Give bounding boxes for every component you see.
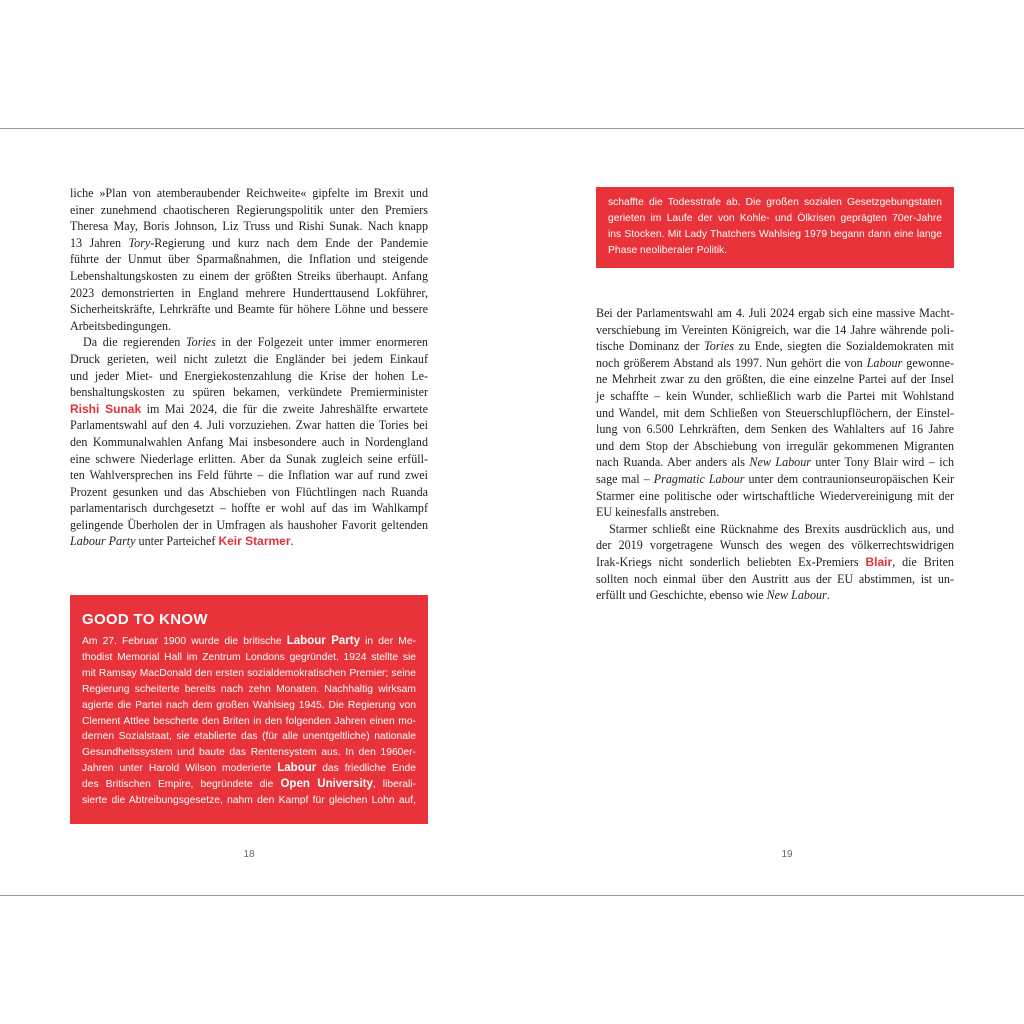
text-line: verschiebung im Vereinten Königreich, war die 14 Jahre währende poli- [596,322,954,337]
text-line [70,334,428,351]
page-number-right: 19 [781,849,793,860]
box-line: thodist Memorial Hall im Zentrum Londons gegründet. 1924 stellte sie [82,651,416,663]
text-run: zu Ende, siegten die Sozialdemokraten mit [733,339,954,354]
italic-run: New Labour [749,455,811,470]
page-number-left: 18 [243,849,255,860]
highlight-keir-starmer: Keir Starmer [218,534,291,549]
text-line: liche »Plan von atemberaubender Reichweite« gipfelte im Brexit und [70,186,428,200]
text-line: und jeder Miet- und Energiekostenzahlung die Krise der hohen Le- [70,368,428,383]
text-run: unter Parteichef [135,534,219,549]
text-run: im Mai 2024, die für die zweite Jahreshälfte erwartete [141,401,428,416]
highlight-blair: Blair [865,554,893,569]
text-line: und dem Stop der Abschiebung von irregulär gekommenen Migranten [596,438,954,453]
italic-run: Tories [186,335,216,350]
right-page [512,129,1024,895]
italic-run: Labour [866,355,903,370]
box-line: gerieten im Laufe der von Kohle- und Ölkrisen geprägten 70er-Jahre [608,212,942,224]
text-run: in der Folgezeit unter immer enormeren [215,335,428,350]
text-line: Lebenshaltungskosten zu einem der größten Streiks überhaupt. Anfang [70,268,428,283]
box-line [82,777,416,793]
text-run: tische Dominanz der [596,339,705,354]
text-line: den Kommunalwahlen Anfang Mai insbesondere auch in Nordengland [70,434,428,449]
box-line: mit Ramsay MacDonald den ersten sozialdemokratischen Premier; seine [82,667,416,679]
box-line: Phase neoliberaler Politik. [608,244,728,256]
text-run: Jahren unter Harold Wilson moderierte [82,763,278,775]
text-line: 2023 demonstrierten in England mehrere Hunderttausend Lokführer, [70,285,428,300]
text-line-tory [70,235,428,252]
text-run: gewonne- [902,355,954,370]
text-line [596,355,954,372]
text-line: und Wandel, mit dem Schließen von Steuerschlupflöchern, der Einstel- [596,405,954,420]
text-line: Theresa May, Boris Johnson, Liz Truss und Rishi Sunak. Nach knapp [70,219,428,234]
text-line: Druck gerieten, weil nicht zuletzt die Engländer bei jedem Einkauf [70,351,428,366]
continued-box [596,187,954,268]
italic-run: Tory [128,235,151,250]
text-line: lung von 6.500 Lehrkräften, dem Senken des Wahlalters auf 16 Jahre [596,422,954,437]
box-line: schaffte die Todesstrafe ab. Die großen sozialen Gesetzgebungstaten [608,197,942,208]
bold-run: Labour [277,762,317,775]
text-run: Irak-Kriegs nicht sonderlich beliebten Ex-Premiers [596,554,866,569]
bold-run: Open University [280,778,373,791]
text-line: Arbeitsbedingungen. [70,318,172,333]
text-run: Da die regierenden [83,335,187,350]
italic-run: Pragmatic Labour [653,471,745,486]
text-run: -Regierung und kurz nach dem Ende der Pandemie [150,235,428,250]
text-line: Starmer eine politische oder wirtschaftliche Wiedervereinigung mit der [596,488,954,503]
italic-run: Labour Party [70,534,136,549]
text-line [596,471,954,488]
text-run: des Britischen Empire, begründete die [82,779,281,791]
text-line: ne Mehrheit zwar zu den größten, die eine einzelne Partei auf der Insel [596,372,954,387]
text-line: gelingende Überholen der in Umfragen als haushoher Favorit geltenden [70,517,428,532]
text-line: ten Wahlversprechen ins Feld führte – die Inflation war auf rund zwei [70,468,428,483]
text-line: einer zunehmend chaotischeren Regierungspolitik unter den Premiers [70,202,428,217]
paragraph-2 [70,334,428,550]
text-run: , die Briten [892,554,954,569]
text-run: in der Me- [359,636,416,647]
text-run: unter dem contraunionseuropäischen Keir [744,471,954,486]
paragraph-2 [596,521,954,604]
box-line [82,761,416,777]
box-line: Regierung scheiterte bereits nach zehn Monaten. Nachhaltig wirksam [82,683,416,695]
text-run: Am 27. Februar 1900 wurde die britische [82,636,287,647]
box-line: agierte die Partei nach dem großen Wahlsieg 1945. Die Regierung von [82,699,416,711]
text-line [596,454,954,471]
box-line: Gesundheitssystem und baute das Rentensystem aus. In den 1960er- [82,747,416,759]
box-line: ins Stocken. Mit Lady Thatchers Wahlsieg 1979 begann dann eine lange [608,228,942,240]
text-line [70,401,428,418]
left-body-text [70,185,428,550]
good-to-know-text [82,634,416,809]
text-line: sollten noch einmal über den Austritt aus der EU abstimmen, ist un- [596,571,954,586]
box-line [82,634,416,650]
text-run: nach Ruanda. Aber anders als [596,455,750,470]
continued-box-text [608,195,942,259]
text-run: . [826,588,830,603]
box-line: sierte die Abtreibungsgesetze, nahm den Kampf für gleichen Lohn auf, [82,795,416,807]
good-to-know-box [70,595,428,824]
italic-run: Tories [704,339,734,354]
text-run: sage mal – [596,471,654,486]
text-line: parlamentarisch durchgesetzt – hoffte er wohl auf das im Wahlkampf [70,501,428,516]
text-line: führte der Unmut über Sparmaßnahmen, die Inflation und steigende [70,252,428,267]
text-line [70,533,428,550]
text-line: benshaltungskosten zu spüren bekamen, verkündete Premierminister [70,385,428,400]
highlight-rishi-sunak: Rishi Sunak [70,401,142,416]
text-line: Prozent gesunken und das Abschieben von Flüchtlingen nach Ruanda [70,484,428,499]
text-line: Parlamentswahl auf den 4. Juli vorzuziehen. Zwar hatten die Tories bei [70,418,428,433]
good-to-know-title: GOOD TO KNOW [82,611,208,628]
text-line: Bei der Parlamentswahl am 4. Juli 2024 ergab sich eine massive Macht- [596,306,954,320]
text-line [596,587,954,604]
text-run: , liberali- [372,779,416,791]
text-line [596,338,954,355]
text-run: noch größerem Abstand als 1997. Nun gehört die von [596,355,867,370]
text-run: . [290,534,294,549]
book-spread [0,128,1024,896]
text-run: das friedliche Ende [316,763,416,775]
left-page [0,129,512,895]
box-line: dernen Sozialstaat, sie etablierte das (für alle unentgeltliche) nationale [82,731,416,743]
italic-run: New Labour [766,588,827,603]
text-line: der 2019 vorgetragene Wunsch des wegen des völkerrechtswidrigen [596,538,954,553]
right-body-text [596,305,954,604]
paragraph-1 [596,305,954,521]
text-run: unter Tony Blair wird – ich [810,455,954,470]
text-line: je schaffte – kein Wunder, schließlich warb die Partei mit Wohlstand [596,388,954,403]
text-run: erfüllt und Geschichte, ebenso wie [596,588,767,603]
text-line: EU keinesfalls anstreben. [596,505,720,520]
bold-run: Labour Party [286,635,360,647]
text-line: Sicherheitskräfte, Lehrkräfte und Beamte für höhere Löhne und bessere [70,302,428,317]
text-line: Starmer schließt eine Rücknahme des Brexits ausdrücklich aus, und [609,521,954,536]
text-line: eine schwere Niederlage erlitten. Aber da Sunak zugleich seine erfüll- [70,451,428,466]
paragraph-1 [70,185,428,334]
text-line [596,554,954,571]
text-run: 13 Jahren [70,235,129,250]
box-line: Clement Attlee bescherte den Briten in den folgenden Jahren einen mo- [82,715,416,727]
